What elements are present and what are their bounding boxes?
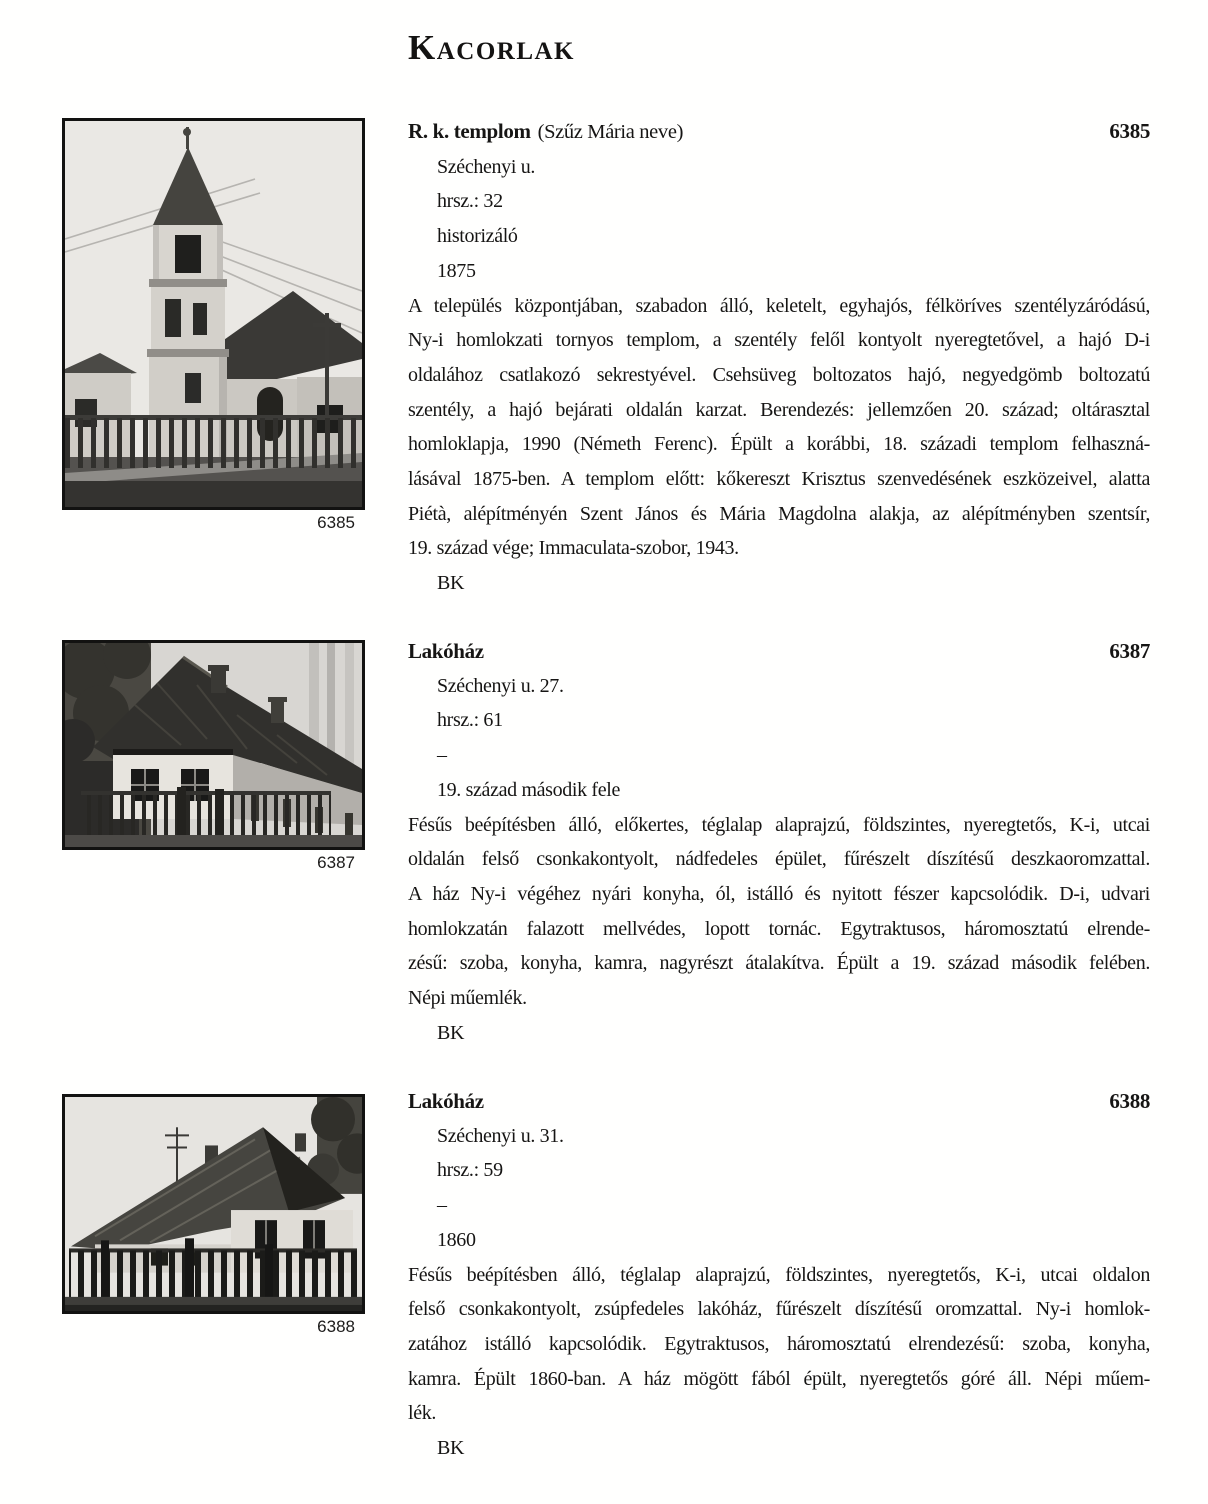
photo-caption-6387: 6387	[317, 853, 355, 872]
body-line: zatához istálló kapcsolódik. Egytraktusos, háromosztatú elrendezésű: szoba, konyha,	[408, 1332, 1150, 1355]
detail-street: Széchenyi u. 27.	[437, 674, 564, 697]
church-photo	[62, 118, 365, 510]
detail-parcel: hrsz.: 32	[437, 190, 503, 213]
body-line: homloklapja, 1990 (Németh Ferenc). Épült a korábbi, 18. századi templom felhaszná-	[408, 433, 1150, 456]
entry-6388	[408, 1084, 1150, 1466]
body-line: oldalához csatlakozó sekrestyével. Csehsüveg boltozatos hajó, negyedgömb boltozatú	[408, 363, 1150, 386]
church-photo-drawing	[65, 121, 362, 507]
figure-6387	[62, 640, 365, 873]
detail-parcel: hrsz.: 59	[437, 1159, 503, 1182]
figure-6385	[62, 118, 365, 533]
thatched-house-photo	[62, 640, 365, 850]
body-line-last: 19. század vége; Immaculata-szobor, 1943.	[408, 537, 739, 560]
house-6387-drawing	[65, 643, 362, 847]
body-line: felső csonkakontyolt, zsúpfedeles lakóház, fűrészelt díszítésű oromzattal. Ny-i homlok-	[408, 1298, 1150, 1321]
author-initials: BK	[437, 572, 465, 595]
photo-caption-6388: 6388	[317, 1317, 355, 1336]
body-line: lásával 1875-ben. A templom előtt: kőkereszt Krisztus szenvedésének eszközeivel, alatta	[408, 468, 1150, 491]
detail-street: Széchenyi u.	[437, 155, 535, 178]
monument-name-suffix: (Szűz Mária neve)	[537, 121, 684, 143]
body-line: homlokzatán falazott mellvédes, lopott tornác. Egytraktusos, háromosztatú elrende-	[408, 917, 1150, 940]
entry-6387	[408, 634, 1150, 1050]
author-initials: BK	[437, 1437, 465, 1460]
body-line-last: lék.	[408, 1402, 437, 1425]
entry-6385	[408, 114, 1150, 601]
body-line: Piétà, alépítményén Szent János és Mária Magdolna alakja, az alépítményben szentsír,	[408, 502, 1150, 525]
monument-name: Lakóház	[408, 639, 484, 663]
body-line: kamra. Épült 1860-ban. A ház mögött fából épült, nyeregtetős góré áll. Népi műem-	[408, 1367, 1150, 1390]
body-line: Ny-i homlokzati tornyos templom, a szentély felől kontyolt nyeregtetővel, a hajó D-i	[408, 329, 1150, 352]
house-6388-drawing	[65, 1097, 362, 1311]
monument-id: 6385	[1109, 119, 1150, 143]
body-line: A ház Ny-i végéhez nyári konyha, ól, istálló és nyitott fészer kapcsolódik. D-i, udvari	[408, 882, 1150, 905]
detail-year: 1860	[437, 1228, 476, 1251]
figure-6388	[62, 1094, 365, 1337]
detail-style: –	[437, 1194, 447, 1217]
author-initials: BK	[437, 1021, 465, 1044]
body-line: A település központjában, szabadon álló, keletelt, egyhajós, félköríves szentélyzáródású,	[408, 294, 1150, 317]
entry-heading	[408, 114, 1150, 150]
entry-heading	[408, 1084, 1150, 1119]
body-line-last: Népi műemlék.	[408, 987, 527, 1010]
monument-name: R. k. templom	[408, 119, 531, 143]
detail-year: 19. század második fele	[437, 778, 620, 801]
monument-id: 6388	[1109, 1089, 1150, 1113]
photo-caption-6385: 6385	[317, 513, 355, 532]
monument-id: 6387	[1109, 639, 1150, 663]
detail-style: –	[437, 744, 447, 767]
detail-style: historizáló	[437, 225, 518, 248]
body-line: szentély, a hajó bejárati oldalán karzat. Berendezés: jellemzően 20. század; oltárasztal	[408, 398, 1150, 421]
thatched-house-photo-2	[62, 1094, 365, 1314]
page-title: Kacorlak	[408, 28, 576, 67]
body-line: Fésűs beépítésben álló, téglalap alaprajzú, földszintes, nyeregtetős, K-i, utcai oldalon	[408, 1263, 1150, 1286]
detail-parcel: hrsz.: 61	[437, 709, 503, 732]
body-line: zésű: szoba, konyha, kamra, nagyrészt átalakítva. Épült a 19. század második felében.	[408, 952, 1150, 975]
detail-year: 1875	[437, 259, 476, 282]
entry-heading	[408, 634, 1150, 669]
body-line: Fésűs beépítésben álló, előkertes, téglalap alaprajzú, földszintes, nyeregtetős, K-i, utcai	[408, 813, 1150, 836]
detail-street: Széchenyi u. 31.	[437, 1124, 564, 1147]
body-line: oldalán felső csonkakontyolt, nádfedeles épület, fűrészelt díszítésű deszkaoromzattal.	[408, 848, 1150, 871]
monument-name: Lakóház	[408, 1089, 484, 1113]
